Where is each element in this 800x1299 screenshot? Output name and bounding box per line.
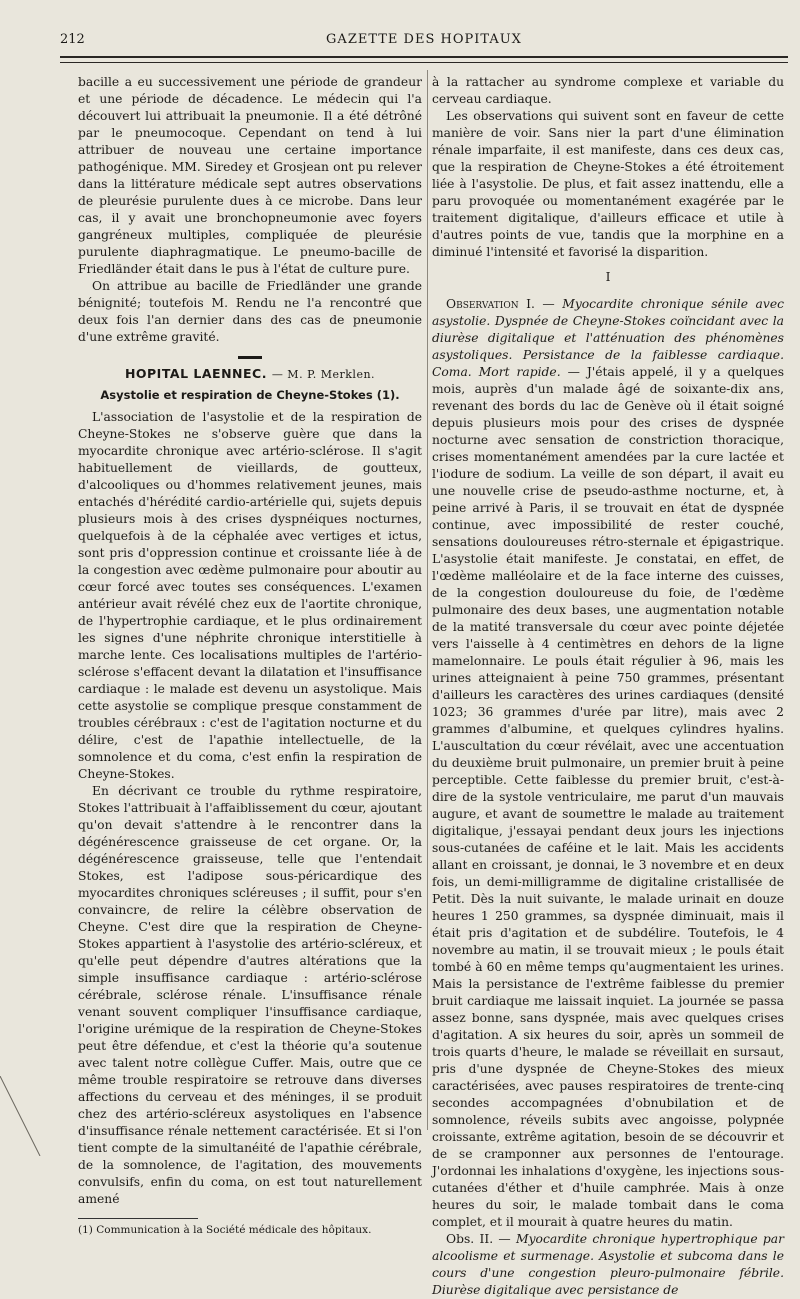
page-corner-mark [0, 1076, 60, 1156]
column-divider [427, 70, 428, 1130]
section-heading [78, 365, 422, 383]
observation-1-text: — J'étais appelé, il y a quelques mois, auprès d'un malade âgé de soixante-dix ans, revenant des bords du lac de Genève où il était soigné depuis plusieurs mois pour des crises de dyspnée nocturne avec sensation de constriction thoracique, crises momentanément amendées par la cure lactée et l'iodure de sodium. La veille de son départ, il avait eu une nouvelle crise de pseudo-asthme nocturne, et, à peine arrivé à Paris, il se trouvait en état de dyspnée continue, avec impossibilité de rester couché, sensations douloureuses rétro-sternale et épigastrique. L'asystolie était manifeste. Je constatai, en effet, de l'œdème malléolaire et de la face interne des cuisses, de la congestion douloureuse du foie, de l'œdème pulmonaire des deux bases, une augmentation notable de la matité transversale du cœur avec pointe déjetée vers l'aisselle à 4 centimètres en dehors de la ligne mamelonnaire. Le pouls était régulier à 96, mais les urines atteignaient à peine 750 grammes, présentant d'ailleurs les caractères des urines cardiaques (densité 1023; 36 grammes d'urée par litre), mais avec 2 grammes d'albumine, et quelques cylindres hyalins. L'auscultation du cœur révélait, avec une accentuation du deuxième bruit pulmonaire, un premier bruit à peine perceptible. Cette faiblesse du premier bruit, c'est-à-dire de la systole ventriculaire, me parut d'un mauvais augure, et avant de soumettre le malade au traitement digitalique, j'essayai pendant deux jours les injections sous-cutanées de caféine et le lait. Mais les accidents allant en croissant, je donnai, le 3 novembre et en deux fois, un demi-milligramme de digitaline cristallisée de Petit. Dès la nuit suivante, le malade urinait en douze heures 1 250 grammes, sa dyspnée diminuait, mais il était pris d'agitation et de subdélire. Toutefois, le 4 novembre au matin, il se trouvait mieux ; le pouls était tombé à 60 en même temps qu'augmentaient les urines. Mais la persistance de l'extrême faiblesse du premier bruit cardiaque me laissait inquiet. La journée se passa assez bonne, sans dyspnée, mais avec quelques crises d'agitation. A six heures du soir, après un sommeil de trois quarts d'heure, le malade se réveillait en sursaut, pris d'une dyspnée de Cheyne-Stokes des mieux caractérisées, avec pauses respiratoires de trente-cinq secondes accompagnées d'obnubilation et de somnolence, réveils subits avec angoisse, polypnée croissante, extrême agitation, besoin de se découvrir et de se cramponner aux personnes de l'entourage. J'ordonnai les inhalations d'oxygène, les injections sous-cutanées d'éther et d'huile camphrée. Mais à onze heures du soir, le malade tombait dans le coma complet, et il mourait à quatre heures du matin. [432, 365, 784, 1229]
section-author: — M. P. Merklen. [271, 368, 376, 381]
running-title: GAZETTE DES HOPITAUX [326, 32, 522, 47]
header-rule-thick [60, 56, 788, 58]
header-rule-thin [60, 62, 788, 63]
left-column [78, 74, 422, 1237]
left-paragraph-3: L'association de l'asystolie et de la respiration de Cheyne-Stokes ne s'observe guère que dans la myocardite chronique avec artério-sclérose. Il s'agit habituellement de vieillards, de goutteux, d'alcooliques ou d'hommes relativement jeunes, mais entachés d'hérédité cardio-artérielle qui, sujets depuis plusieurs mois à des crises dyspnéiques nocturnes, quelquefois à de la céphalée avec vertiges et ictus, sont pris d'oppression continue et croissante liée à de la congestion avec œdème pulmonaire pour aboutir au cœur forcé avec toutes ses conséquences. L'examen antérieur avait révélé chez eux de l'aortite chronique, de l'hypertrophie cardiaque, et le plus ordinairement les signes d'une néphrite chronique interstitielle à marche lente. Ces localisations multiples de l'artério-sclérose s'effacent devant la dilatation et l'insuffisance cardiaque : le malade est devenu un asystolique. Mais cette asystolie se complique presque constamment de troubles cérébraux : c'est de l'agitation nocturne et du délire, c'est de l'apathie intellectuelle, de la somnolence et du coma, c'est enfin la respiration de Cheyne-Stokes. [78, 410, 422, 781]
observation-2-title: — Myocardite chronique hypertrophique par alcoolisme et surmenage. Asystolie et subcoma dans le cours d'une congestion pleuro-pulmonaire fébrile. Diurèse digitalique avec persistance de [432, 1232, 784, 1297]
right-paragraph-1: à la rattacher au syndrome complexe et variable du cerveau cardiaque. [432, 75, 784, 106]
left-paragraph-1: bacille a eu successivement une période de grandeur et une période de décadence. Le médecin qui l'a découvert lui attribuait la pneumonie. Il a été détrôné par le pneumocoque. Cependant on tend à lui attribuer de nouveau une certaine importance pathogénique. MM. Siredey et Grosjean ont pu relever dans la littérature médicale sept autres observations de pleurésie purulente dues à ce microbe. Dans leur cas, il y avait une bronchopneumonie avec foyers gangréneux multiples, compliquée de pleurésie purulente diaphragmatique. Le pneumo-bacille de Friedländer était dans le pus à l'état de culture pure. [78, 75, 422, 276]
footnote: (1) Communication à la Société médicale des hôpitaux. [78, 1224, 372, 1236]
observation-1-title: — Myocardite chronique sénile avec asystolie. Dyspnée de Cheyne-Stokes coïncidant avec la diurèse digitalique et l'atténuation des phénomènes asystoliques. Persistance de la faiblesse cardiaque. Coma. Mort rapide. [432, 297, 784, 379]
right-column [432, 74, 784, 1299]
section-separator [238, 356, 262, 359]
left-paragraph-2: On attribue au bacille de Friedländer une grande bénignité; toutefois M. Rendu ne l'a rencontré que deux fois l'an dernier dans des cas de pneumonie d'une extrême gravité. [78, 279, 422, 344]
left-paragraph-4: En décrivant ce trouble du rythme respiratoire, Stokes l'attribuait à l'affaiblissement du cœur, ajoutant qu'on devait s'attendre à le rencontrer dans la dégénérescence graisseuse de cet organe. Or, la dégénérescence graisseuse, telle que l'entendait Stokes, est l'adipose sous-péricardique des myocardites chroniques scléreuses ; il suffit, pour s'en convaincre, de relire la célèbre observation de Cheyne. C'est dire que la respiration de Cheyne-Stokes appartient à l'asystolie des artério-scléreux, et qu'elle peut dépendre d'autres altérations que la simple insuffisance cardiaque : artério-sclérose cérébrale, sclérose rénale. L'insuffisance rénale venant souvent compliquer l'insuffisance cardiaque, l'origine urémique de la respiration de Cheyne-Stokes peut être défendue, et c'est la théorie qu'a soutenue avec talent notre collègue Cuffer. Mais, outre que ce même trouble respiratoire se retrouve dans diverses affections du cerveau et des méninges, il se produit chez des artério-scléreux asystoliques en l'absence d'insuffisance rénale nettement caractérisée. Et si l'on tient compte de la simultanéité de l'apathie cérébrale, de la somnolence, de l'agitation, des mouvements convulsifs, enfin du coma, on est tout naturellement amené [78, 784, 422, 1206]
observation-2-label: Obs. II. [446, 1232, 494, 1246]
page-header [60, 30, 788, 54]
footnote-rule [78, 1218, 198, 1219]
section-subtitle: Asystolie et respiration de Cheyne-Stokes (1). [100, 388, 400, 402]
observation-1-label: Observation I. [446, 297, 535, 311]
page-number: 212 [60, 32, 85, 47]
observation-2 [432, 1231, 784, 1299]
right-paragraph-2: Les observations qui suivent sont en faveur de cette manière de voir. Sans nier la part d'une élimination rénale imparfaite, il est manifeste, dans ces deux cas, que la respiration de Cheyne-Stokes a été étroitement liée à l'asystolie. De plus, et fait assez inattendu, elle a paru provoquée ou momentanément exagérée par le traitement digitalique, d'ailleurs efficace et utile à d'autres points de vue, tandis que la morphine en a diminué l'intensité et favorisé la disparition. [432, 109, 784, 259]
roman-numeral: I [605, 270, 611, 284]
section-title: HOPITAL LAENNEC. [124, 366, 267, 381]
observation-1 [432, 296, 784, 1231]
